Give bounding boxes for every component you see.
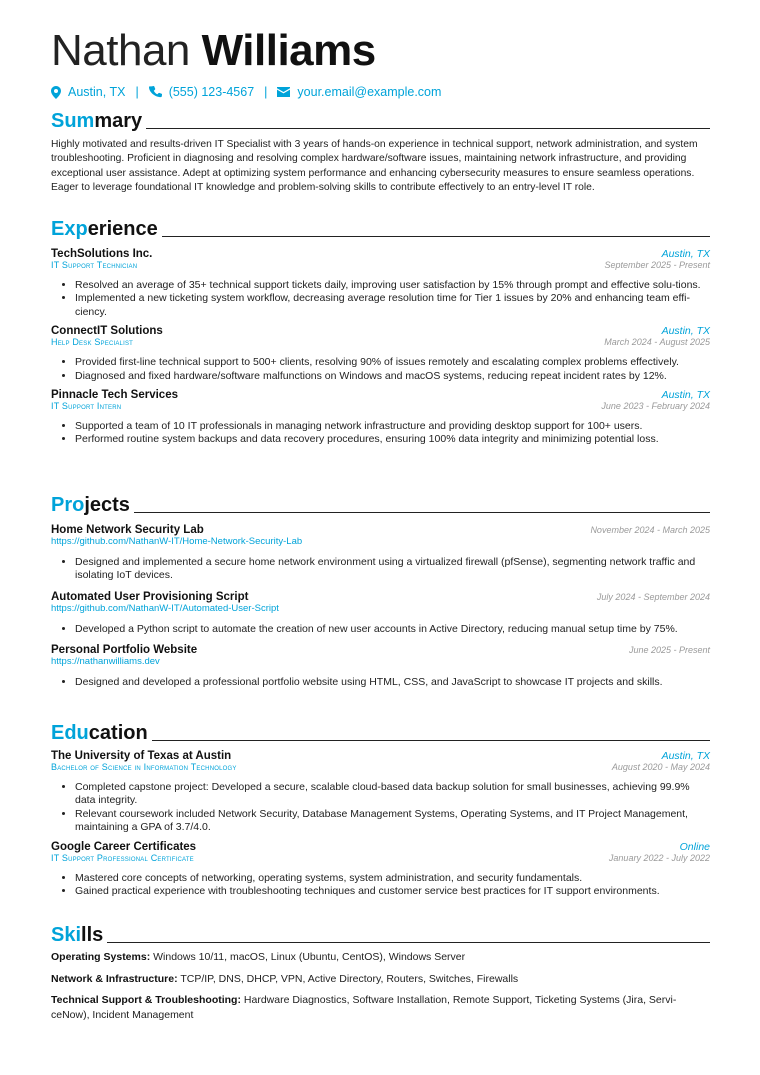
section-rule (152, 740, 710, 741)
education-dates: January 2022 - July 2022 (608, 852, 710, 863)
skill-row (51, 950, 710, 965)
contact-email[interactable] (277, 85, 441, 99)
skill-value: Hardware Diagnostics, Software Installation, Remote Support, Ticketing Systems (Jira, Servi-ceNow), Incident Management (51, 994, 677, 1021)
section-heading (51, 922, 710, 946)
project-dates: June 2025 - Present (628, 645, 710, 656)
section-title: Skills (51, 924, 104, 946)
skill-label: Network & Infrastructure: (51, 972, 178, 985)
last-name: Williams (201, 26, 376, 75)
skill-row (51, 972, 710, 987)
education-dates: August 2020 - May 2024 (611, 762, 710, 772)
company-location: Austin, TX (661, 248, 710, 260)
project-name: Automated User Provisioning Script (51, 590, 249, 603)
school-location: Online (679, 840, 710, 853)
summary-section (51, 108, 710, 195)
bullet-item: • Implemented a new ticketing system workflow, decreasing average resolution time for Tier 1 issues by 20% and enhancing team effi-ciency. (75, 292, 710, 319)
section-heading (51, 216, 710, 240)
bullet-item: • Designed and implemented a secure home network environment using a virtualized firewall (pfSense), segmenting network traffic and isolating IoT devices. (75, 556, 710, 583)
experience-entry (51, 325, 710, 383)
envelope-icon (277, 87, 290, 97)
section-rule (162, 236, 710, 237)
project-link[interactable]: https://github.com/NathanW-IT/Home-Network-Security-Lab (51, 536, 303, 547)
bullet-list (51, 781, 710, 835)
skill-row (51, 993, 710, 1022)
section-rule (107, 942, 710, 943)
phone-text: (555) 123-4567 (168, 85, 255, 99)
company-name: Pinnacle Tech Services (51, 389, 178, 402)
project-link[interactable]: https://github.com/NathanW-IT/Automated-User-Script (51, 602, 279, 614)
email-link: your.email@example.com (297, 85, 442, 99)
skills-section (51, 922, 710, 1022)
company-name: ConnectIT Solutions (51, 325, 163, 338)
job-dates: March 2024 - August 2025 (604, 337, 710, 348)
contact-phone[interactable] (149, 85, 254, 99)
project-name: Personal Portfolio Website (51, 644, 198, 657)
bullet-list (51, 556, 710, 583)
contact-location (51, 85, 125, 99)
bullet-list (51, 676, 710, 689)
job-title: IT Support Technician (51, 260, 138, 270)
phone-icon (149, 86, 162, 99)
education-section (51, 720, 710, 898)
section-heading (51, 108, 710, 132)
job-title: Help Desk Specialist (51, 337, 134, 348)
bullet-item: • Gained practical experience with troubleshooting techniques and customer service best practices for IT support environments. (75, 885, 710, 898)
location-text: Austin, TX (68, 85, 126, 99)
job-dates: June 2023 - February 2024 (601, 401, 710, 412)
project-name: Home Network Security Lab (51, 524, 204, 536)
experience-section (51, 216, 710, 447)
bullet-item: • Mastered core concepts of networking, operating systems, system administration, and security fundamentals. (75, 872, 710, 885)
contact-separator: | (264, 85, 268, 99)
project-dates: November 2024 - March 2025 (590, 525, 710, 535)
first-name: Nathan (51, 26, 190, 75)
summary-text: Highly motivated and results-driven IT Specialist with 3 years of hands-on experience in technical support, network administration, and system troubleshooting. Proficient in diagnosing and resolving complex hardware/software issues, maintaining network infrastructure, and providing exceptional user assistance. Adept at optimizing system performance and enhancing cybersecurity measures to ensure seamless operations. Eager to leverage foundational IT knowledge and problem-solving skills to contribute effectively to an entry-level IT role. (51, 139, 698, 193)
company-location: Austin, TX (661, 325, 710, 338)
bullet-item: • Relevant coursework included Network Security, Database Management Systems, Operating Systems, and IT Project Management, maintaining a GPA of 3.7/4.0. (75, 808, 710, 835)
candidate-name (51, 28, 376, 74)
job-dates: September 2025 - Present (604, 260, 710, 270)
project-link[interactable]: https://nathanwilliams.dev (51, 656, 160, 668)
experience-entry (51, 248, 710, 319)
map-marker-icon (51, 86, 61, 99)
bullet-item: • Diagnosed and fixed hardware/software malfunctions on Windows and macOS systems, reducing repeat incident rates by 12%. (75, 370, 710, 383)
section-rule (146, 128, 710, 129)
project-entry (51, 524, 710, 583)
project-entry (51, 644, 710, 689)
section-title: Experience (51, 218, 158, 240)
bullet-item: • Resolved an average of 35+ technical support tickets daily, improving user satisfaction by 15% through prompt and effective solu-tions. (75, 279, 710, 292)
section-title: Summary (51, 110, 143, 132)
school-name: Google Career Certificates (51, 840, 197, 853)
skill-value: Windows 10/11, macOS, Linux (Ubuntu, CentOS), Windows Server (153, 951, 466, 963)
bullet-item: • Developed a Python script to automate the creation of new user accounts in Active Directory, reducing manual setup time by 75%. (75, 623, 710, 636)
degree-title: Bachelor of Science in Information Technology (51, 762, 237, 772)
experience-entry (51, 389, 710, 447)
bullet-item: • Designed and developed a professional portfolio website using HTML, CSS, and JavaScript to showcase IT projects and skills. (75, 676, 710, 689)
school-name: The University of Texas at Austin (51, 750, 232, 762)
company-name: TechSolutions Inc. (51, 248, 153, 260)
skill-label: Technical Support & Troubleshooting: (51, 994, 241, 1006)
section-title: Projects (51, 494, 130, 516)
section-title: Education (51, 722, 148, 744)
education-entry (51, 750, 710, 835)
projects-section (51, 492, 710, 690)
bullet-list (51, 279, 710, 319)
bullet-item: • Supported a team of 10 IT professionals in managing network infrastructure and providing desktop support for 100+ users. (75, 420, 710, 433)
bullet-list (51, 623, 710, 636)
education-entry (51, 841, 710, 899)
skill-label: Operating Systems: (51, 951, 151, 963)
degree-title: IT Support Professional Certificate (51, 852, 194, 863)
bullet-item: • Provided first-line technical support to 500+ clients, resolving 90% of issues remotely and escalating complex problems effectively. (75, 356, 710, 369)
contact-line (51, 85, 441, 99)
project-dates: July 2024 - September 2024 (596, 591, 710, 602)
bullet-list (51, 872, 710, 899)
bullet-item: • Completed capstone project: Developed a secure, scalable cloud-based data backup solution for small businesses, achieving 99.9% data integrity. (75, 781, 710, 808)
company-location: Austin, TX (661, 389, 710, 402)
section-heading (51, 492, 710, 516)
section-heading (51, 720, 710, 744)
bullet-list (51, 356, 710, 383)
section-rule (134, 512, 710, 513)
bullet-list (51, 420, 710, 447)
school-location: Austin, TX (661, 750, 710, 762)
project-entry (51, 591, 710, 636)
skill-value: TCP/IP, DNS, DHCP, VPN, Active Directory, Routers, Switches, Firewalls (180, 972, 519, 985)
contact-separator: | (135, 85, 139, 99)
job-title: IT Support Intern (51, 401, 122, 412)
bullet-item: • Performed routine system backups and data recovery procedures, ensuring 100% data integrity and minimizing potential loss. (75, 433, 710, 446)
